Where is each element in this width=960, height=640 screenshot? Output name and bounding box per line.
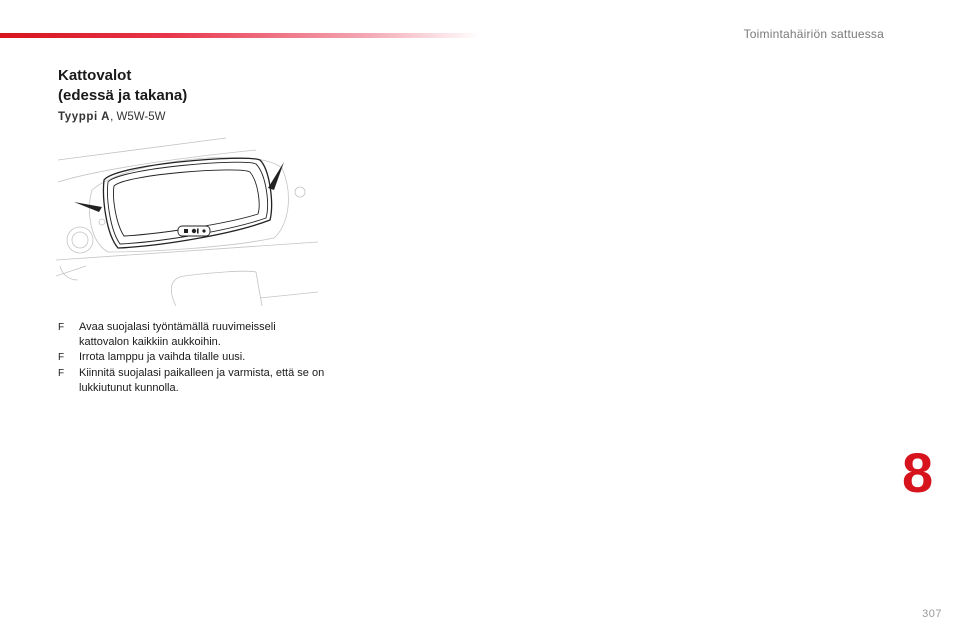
step-text: Kiinnitä suojalasi paikalleen ja varmista, että se on lukkiutunut kunnolla.: [79, 366, 325, 394]
ceiling-lamp-illustration: [56, 130, 320, 310]
step-bullet: F: [58, 322, 65, 333]
step-bullet: F: [58, 352, 65, 364]
section-title: [58, 66, 187, 106]
bulb-type-value: , W5W-5W: [110, 111, 166, 123]
chapter-header-title: Toimintahäiriön sattuessa: [743, 27, 884, 41]
step-text: Avaa suojalasi työntämällä ruuvimeisseli kattovalon kaikkiin aukkoihin.: [79, 321, 276, 349]
header-accent-bar: [0, 33, 480, 38]
instruction-step: [58, 366, 328, 396]
page-number: 307: [922, 608, 942, 620]
bulb-type: [58, 111, 165, 123]
instruction-step: [58, 350, 328, 365]
instruction-step: [58, 320, 328, 350]
section-title-line2: (edessä ja takana): [58, 87, 188, 104]
bulb-type-label: Tyyppi A: [58, 111, 111, 123]
step-bullet: F: [58, 367, 65, 379]
instruction-steps: [58, 320, 328, 396]
section-title-line1: Kattovalot: [58, 67, 132, 84]
step-text: Irrota lamppu ja vaihda tilalle uusi.: [79, 351, 246, 364]
chapter-number: 8: [902, 441, 934, 504]
